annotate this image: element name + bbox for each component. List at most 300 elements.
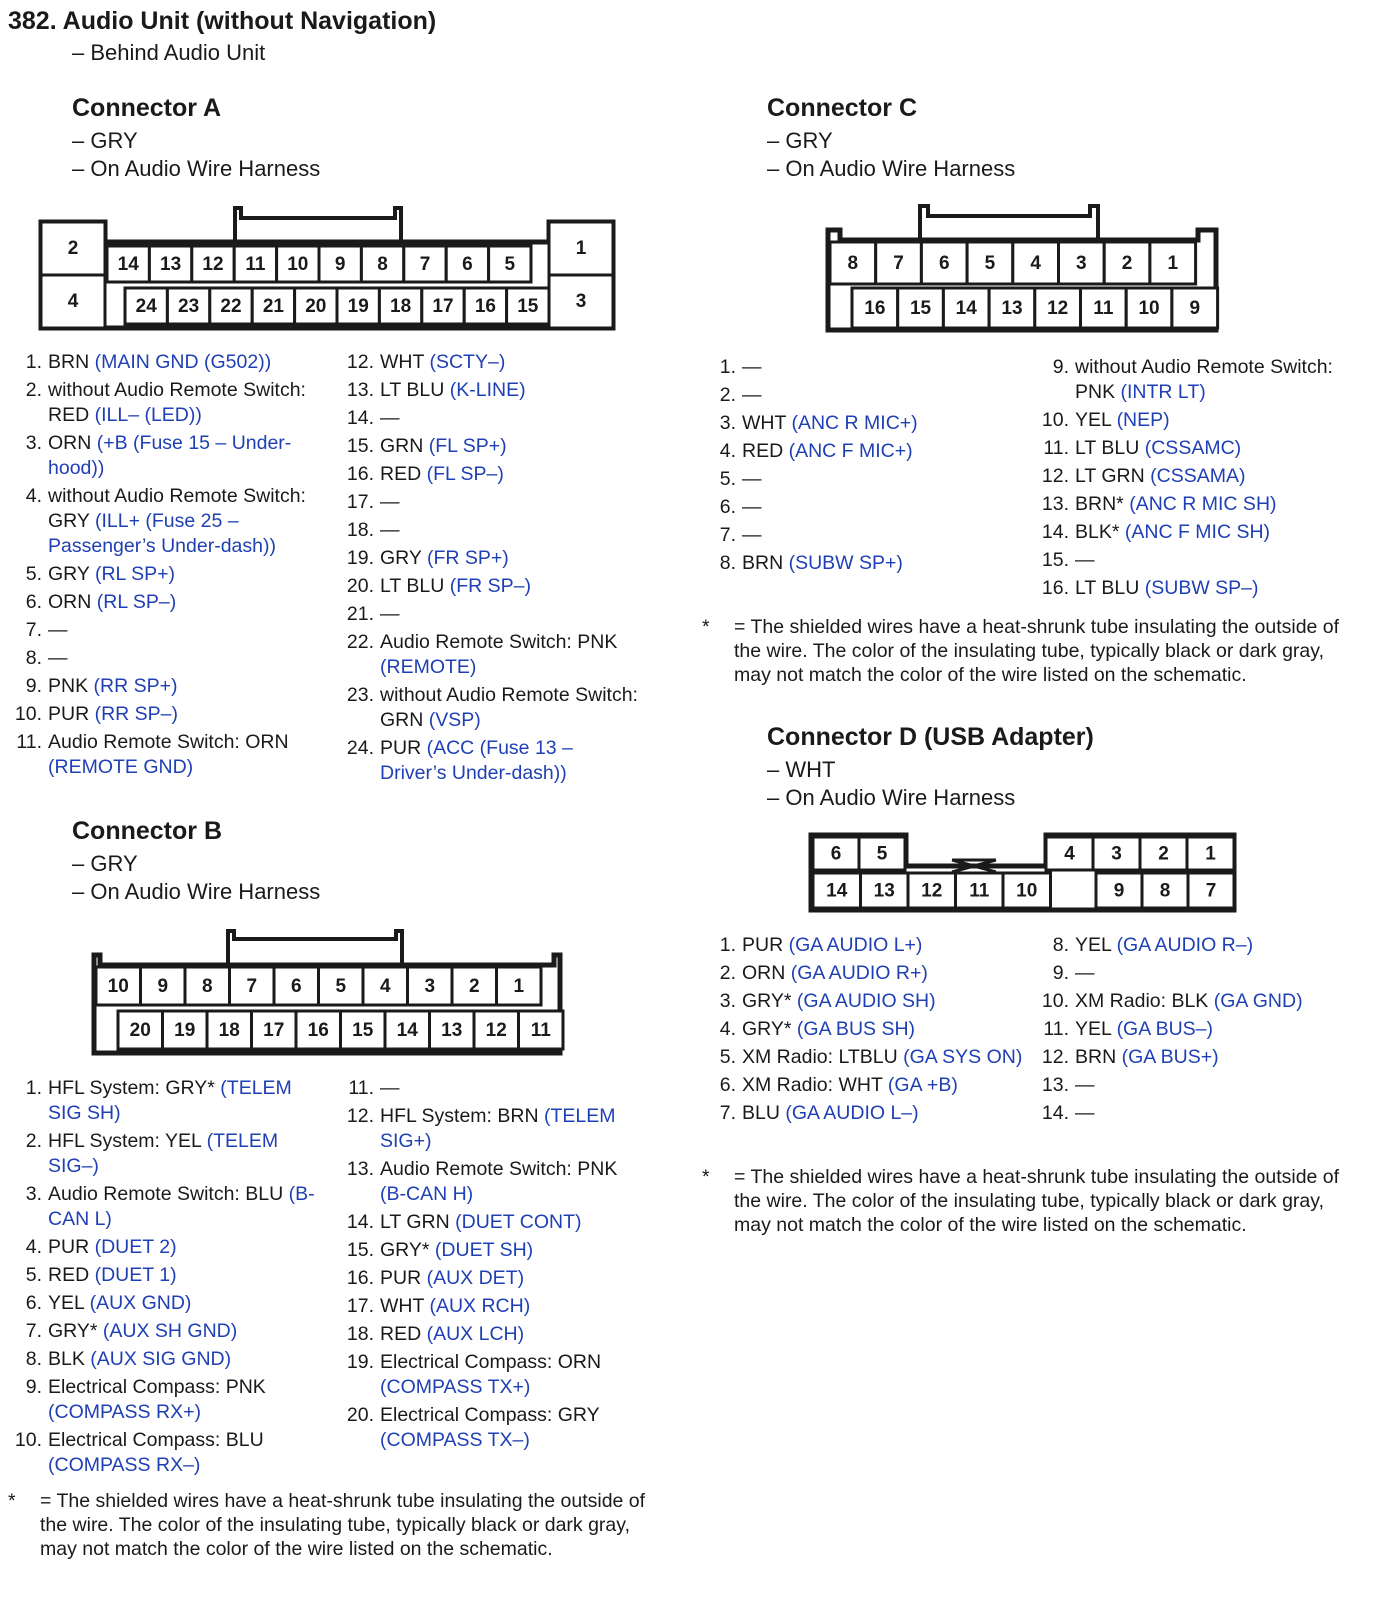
pin-label: 16 [864,298,886,320]
connector-a-pin-list-1 [10,350,330,783]
pin-wire-color: GRY* [742,1018,797,1040]
pin-item [10,562,330,587]
pin-item [704,1073,1024,1098]
pin-number: 10. [14,703,42,725]
pin-signal: (VSP) [428,709,481,731]
pin-label: 1 [575,238,587,260]
pin-wire-color: BRN* [1075,493,1130,515]
pin-signal: (COMPASS RX+) [48,1401,201,1423]
pin-number: 3. [25,1183,42,1205]
pin-signal: (SCTY–) [429,351,506,373]
pin-label: 10 [1138,298,1160,320]
pin-signal: (GA AUDIO R–) [1116,934,1254,956]
pin-number: 11. [348,1077,374,1099]
pin-item [704,383,1024,408]
pin-item [342,574,642,599]
connector-b-pin-list-1 [10,1076,330,1481]
connector-c-latch [920,206,1098,240]
connector-d-pin-list-1 [704,933,1024,1129]
pin-number: 5. [25,1264,42,1286]
pin-item [342,462,642,487]
pin-item [704,467,1024,492]
pin-wire-color: HFL System: BRN [380,1105,544,1127]
pin-signal: (GA BUS–) [1116,1018,1214,1040]
pin-number: 4. [25,1236,42,1258]
pin-item [1037,961,1337,986]
pin-item [10,646,330,671]
pin-label: 3 [1076,253,1087,275]
pin-wire-color: RED [48,1264,95,1286]
pin-number: 15. [346,1239,374,1261]
pin-number: 3. [719,990,736,1012]
pin-wire-color: Audio Remote Switch: BLU [48,1183,289,1205]
pin-label: 13 [1001,298,1023,320]
pin-item [704,989,1024,1014]
pin-item [342,546,642,571]
pin-wire-color: RED [380,1323,427,1345]
pin-number: 6. [25,591,42,613]
pin-label: 8 [377,254,388,276]
connector-b-header [72,817,320,906]
pin-signal: (MAIN GND (G502)) [94,351,272,373]
connector-a-color: – GRY [72,128,138,153]
pin-number: 11. [1043,1018,1069,1040]
pin-wire-color: — [380,519,400,541]
pin-signal: (RL SP+) [94,563,175,585]
pin-item [10,1428,330,1478]
pin-signal: (ILL– (LED)) [94,404,202,426]
pin-item [10,1076,330,1126]
pin-number: 9. [25,675,42,697]
pin-wire-color: Electrical Compass: ORN [380,1351,602,1373]
pin-signal: (SUBW SP–) [1144,577,1259,599]
pin-item [1037,408,1337,433]
pin-label: 13 [160,254,182,276]
pin-label: 12 [202,254,224,276]
pin-label: 7 [1205,880,1217,902]
connector-a-latch [235,208,401,242]
pin-label: 4 [379,976,391,998]
connector-c-title: Connector C [767,94,917,122]
pin-signal: (GA +B) [887,1074,958,1096]
pin-wire-color: — [742,384,762,406]
pin-wire-color: Electrical Compass: GRY [380,1404,600,1426]
connector-d-title: Connector D (USB Adapter) [767,723,1094,751]
pin-signal: (AUX RCH) [429,1295,531,1317]
pin-wire-color: without Audio Remote Switch: PNK [1075,356,1333,403]
pin-label: 8 [201,976,213,998]
pin-wire-color: WHT [380,351,430,373]
pin-signal: (COMPASS TX–) [380,1429,530,1451]
pin-wire-color: RED [742,440,789,462]
pin-wire-color: GRY [48,563,95,585]
pin-wire-color: — [1075,1102,1095,1124]
pin-item [10,618,330,643]
pin-item [1037,464,1337,489]
pin-wire-color: WHT [742,412,792,434]
pin-wire-color: GRY* [380,1239,435,1261]
connector-d-location: – On Audio Wire Harness [767,785,1016,810]
pin-signal: (NEP) [1116,409,1170,431]
pin-item [10,590,330,615]
pin-label: 5 [984,253,996,275]
pin-signal: (RL SP–) [96,591,177,613]
pin-signal: (CSSAMC) [1144,437,1242,459]
connector-b-footnote: * = The shielded wires have a heat-shrunk tube insulating the outside of the wire. The color of the insulating tube, typically black or dark gray, may not match the color of the wire listed on the schematic. [8,1490,646,1560]
pin-signal: (GA AUDIO SH) [796,990,936,1012]
pin-wire-color: BRN [1075,1046,1122,1068]
pin-item [10,674,330,699]
pin-item [342,1210,642,1235]
pin-number: 8. [1052,934,1069,956]
pin-item [342,1350,642,1400]
pin-number: 18. [346,1323,374,1345]
connector-c-location: – On Audio Wire Harness [767,156,1016,181]
pin-item [1037,520,1337,545]
pin-label: 2 [468,976,480,998]
pin-signal: (B-CAN H) [380,1183,474,1205]
connector-c-header [767,94,1015,183]
pin-number: 13. [1041,493,1069,515]
pin-number: 12. [346,351,374,373]
pin-number: 14. [346,1211,374,1233]
connector-c-footnote: * = The shielded wires have a heat-shrunk tube insulating the outside of the wire. The color of the insulating tube, typically black or dark gray, may not match the color of the wire listed on the schematic. [702,616,1340,686]
connector-d-header [767,723,1094,812]
pin-item [10,1263,330,1288]
pin-label: 1 [1167,253,1179,275]
connector-c-pin-list-1 [704,355,1024,579]
connector-b-latch [228,931,402,965]
pin-label: 5 [876,843,888,865]
pin-number: 9. [25,1376,42,1398]
pin-number: 1. [25,1077,42,1099]
pin-wire-color: BRN [742,552,789,574]
pin-number: 6. [719,496,736,518]
pin-label: 18 [390,296,412,318]
pin-label: 22 [220,296,242,318]
pin-number: 12. [1041,1046,1069,1068]
pin-signal: (DUET CONT) [455,1211,582,1233]
pin-wire-color: PUR [48,703,95,725]
pin-signal: (+B (Fuse 15 – Under-hood)) [48,432,292,479]
pin-label: 4 [67,291,79,313]
pin-item [342,1403,642,1453]
pin-label: 4 [1030,253,1041,275]
pin-number: 4. [719,440,736,462]
pin-wire-color: LT GRN [1075,465,1151,487]
pin-item [10,378,330,428]
pin-number: 23. [346,684,374,706]
pin-label: 21 [262,296,284,318]
pin-label: 9 [157,976,169,998]
connector-b-pin-list-2 [342,1076,642,1456]
pin-signal: (B-CAN L) [48,1183,315,1230]
pin-item [10,1235,330,1260]
pin-wire-color: ORN [742,962,791,984]
pin-number: 24. [346,737,374,759]
pin-signal: (ANC R MIC+) [791,412,918,434]
pin-item [1037,933,1337,958]
pin-item [1037,1045,1337,1070]
pin-signal: (GA AUDIO R+) [790,962,928,984]
pin-wire-color: GRY* [742,990,797,1012]
pin-wire-color: — [1075,962,1095,984]
pin-signal: (DUET 1) [94,1264,177,1286]
pin-label: 14 [955,298,977,320]
pin-label: 5 [504,254,516,276]
pin-label: 20 [305,296,327,318]
connector-a-diagram [35,200,625,335]
pin-wire-color: LT BLU [1075,437,1145,459]
pin-item [10,1375,330,1425]
pin-number: 13. [1041,1074,1069,1096]
pin-wire-color: — [380,1077,400,1099]
pin-label: 11 [969,880,990,902]
pin-signal: (FR SP+) [426,547,509,569]
pin-wire-color: ORN [48,591,97,613]
pin-number: 14. [346,407,374,429]
pin-signal: (AUX DET) [426,1267,525,1289]
pin-number: 14. [1041,521,1069,543]
pin-item [704,411,1024,436]
pin-label: 13 [873,880,895,902]
connector-d-diagram [806,830,1244,916]
pin-item [10,1319,330,1344]
pin-label: 17 [432,296,454,318]
pin-wire-color: — [380,491,400,513]
pin-label: 12 [1047,298,1069,320]
pin-label: 24 [135,296,157,318]
pin-number: 11. [1043,437,1069,459]
pin-number: 6. [719,1074,736,1096]
pin-item [704,1101,1024,1126]
pin-signal: (ILL+ (Fuse 25 – Passenger’s Under-dash)) [48,510,276,557]
pin-label: 14 [826,880,848,902]
pin-number: 7. [719,1102,736,1124]
connector-b-color: – GRY [72,851,138,876]
pin-number: 14. [1041,1102,1069,1124]
pin-wire-color: XM Radio: LTBLU [742,1046,904,1068]
pin-number: 8. [25,1348,42,1370]
pin-label: 9 [1113,880,1125,902]
pin-signal: (DUET SH) [434,1239,534,1261]
pin-label: 13 [441,1020,463,1042]
pin-signal: (RR SP–) [94,703,179,725]
pin-label: 12 [921,880,943,902]
pin-signal: (AUX SH GND) [102,1320,238,1342]
pin-number: 15. [346,435,374,457]
pin-signal: (RR SP+) [93,675,178,697]
pin-wire-color: — [742,524,762,546]
pin-item [1037,492,1337,517]
pin-wire-color: — [1075,1074,1095,1096]
connector-c-color: – GRY [767,128,833,153]
pin-number: 7. [719,524,736,546]
pin-number: 9. [1052,356,1069,378]
pin-label: 10 [1016,880,1038,902]
connector-a-header [72,94,320,183]
connector-d-color: – WHT [767,757,836,782]
pin-item [342,1266,642,1291]
pin-signal: (REMOTE GND) [48,756,194,778]
connector-a-title: Connector A [72,94,222,122]
pin-label: 15 [517,296,539,318]
pin-item [342,490,642,515]
pin-item [342,1157,642,1207]
pin-item [342,602,642,627]
pin-signal: (FL SP+) [428,435,507,457]
pin-number: 4. [25,485,42,507]
pin-item [1037,548,1337,573]
pin-number: 1. [719,934,736,956]
pin-wire-color: — [742,496,762,518]
pin-signal: (COMPASS RX–) [48,1454,201,1476]
pin-wire-color: — [742,356,762,378]
pin-label: 11 [530,1020,551,1042]
pin-label: 2 [1121,253,1133,275]
pin-wire-color: — [380,407,400,429]
pin-number: 16. [346,1267,374,1289]
pin-label: 19 [347,296,369,318]
pin-wire-color: Audio Remote Switch: PNK [380,1158,618,1180]
pin-item [10,1291,330,1316]
pin-label: 6 [938,253,950,275]
pin-wire-color: LT BLU [380,379,450,401]
pin-number: 2. [719,384,736,406]
pin-item [10,730,330,780]
pin-wire-color: YEL [48,1292,90,1314]
pin-signal: (ANC R MIC SH) [1129,493,1277,515]
pin-wire-color: YEL [1075,934,1117,956]
pin-label: 2 [67,238,79,260]
pin-item [10,484,330,559]
pin-label: 10 [287,254,309,276]
pin-number: 15. [1041,549,1069,571]
pin-label: 10 [107,976,129,998]
pin-number: 18. [346,519,374,541]
pin-signal: (GA AUDIO L+) [788,934,923,956]
pin-label: 15 [352,1020,374,1042]
pin-signal: (INTR LT) [1120,381,1206,403]
pin-number: 8. [25,647,42,669]
pin-item [1037,436,1337,461]
pin-wire-color: Audio Remote Switch: ORN [48,731,289,753]
pin-item [342,434,642,459]
pin-signal: (ANC F MIC SH) [1124,521,1271,543]
pin-label: 20 [129,1020,151,1042]
pin-label: 9 [1189,298,1201,320]
pin-label: 6 [290,976,302,998]
pin-label: 16 [307,1020,329,1042]
pin-item [342,350,642,375]
pin-label: 8 [847,253,859,275]
pin-signal: (FR SP–) [449,575,531,597]
pin-number: 17. [346,1295,374,1317]
pin-label: 14 [117,254,139,276]
pin-label: 5 [335,976,347,998]
pin-item [10,350,330,375]
pin-item [1037,576,1337,601]
pin-item [704,439,1024,464]
pin-item [704,1045,1024,1070]
connector-b-location: – On Audio Wire Harness [72,879,321,904]
pin-number: 5. [25,563,42,585]
pin-label: 23 [178,296,200,318]
pin-label: 7 [419,254,431,276]
pin-item [1037,989,1337,1014]
pin-signal: (REMOTE) [380,656,477,678]
pin-wire-color: XM Radio: WHT [742,1074,888,1096]
pin-number: 13. [346,1158,374,1180]
connector-c-pin-list-2 [1037,355,1337,604]
pin-label: 12 [485,1020,507,1042]
pin-item [10,1347,330,1372]
pin-item [342,1322,642,1347]
pin-label: 14 [396,1020,418,1042]
pin-wire-color: without Audio Remote Switch: RED [48,379,306,426]
pin-wire-color: Electrical Compass: BLU [48,1429,264,1451]
pin-number: 7. [25,619,42,641]
pin-wire-color: HFL System: GRY* [48,1077,221,1099]
pin-number: 19. [346,547,374,569]
pin-item [704,551,1024,576]
pin-wire-color: LT BLU [380,575,450,597]
page-subtitle: – Behind Audio Unit [72,40,266,65]
pin-signal: (GA SYS ON) [903,1046,1023,1068]
pin-label: 3 [1111,843,1122,865]
pin-number: 11. [16,731,42,753]
pin-item [10,702,330,727]
pin-number: 20. [346,1404,374,1426]
pin-number: 10. [1041,990,1069,1012]
pin-wire-color: LT GRN [380,1211,456,1233]
pin-wire-color: — [1075,549,1095,571]
pin-item [704,495,1024,520]
pin-item [342,683,642,733]
pin-signal: (TELEM SIG SH) [48,1077,292,1124]
connector-d-footnote: * = The shielded wires have a heat-shrunk tube insulating the outside of the wire. The color of the insulating tube, typically black or dark gray, may not match the color of the wire listed on the schematic. [702,1166,1340,1236]
pin-signal: (ANC F MIC+) [788,440,913,462]
pin-signal: (AUX SIG GND) [90,1348,232,1370]
pin-wire-color: BLU [742,1102,786,1124]
pin-wire-color: XM Radio: BLK [1075,990,1214,1012]
pin-item [342,1076,642,1101]
pin-wire-color: PUR [48,1236,95,1258]
pin-number: 10. [14,1429,42,1451]
pin-item [342,518,642,543]
pin-item [342,736,642,786]
connector-b-title: Connector B [72,817,222,845]
pin-number: 16. [1041,577,1069,599]
pin-number: 22. [346,631,374,653]
pin-number: 8. [719,552,736,574]
pin-signal: (COMPASS TX+) [380,1376,531,1398]
pin-label: 4 [1064,843,1075,865]
pin-wire-color: BLK [48,1348,91,1370]
pin-wire-color: HFL System: YEL [48,1130,207,1152]
pin-number: 5. [719,1046,736,1068]
pin-signal: (AUX LCH) [426,1323,525,1345]
pin-signal: (AUX GND) [89,1292,192,1314]
pin-label: 16 [474,296,496,318]
pin-item [704,961,1024,986]
pin-item [1037,1101,1337,1126]
pin-label: 7 [246,976,258,998]
pin-number: 12. [1041,465,1069,487]
pin-wire-color: GRY [380,547,427,569]
connector-a-pin-list-2 [342,350,642,789]
pin-wire-color: PUR [380,1267,427,1289]
